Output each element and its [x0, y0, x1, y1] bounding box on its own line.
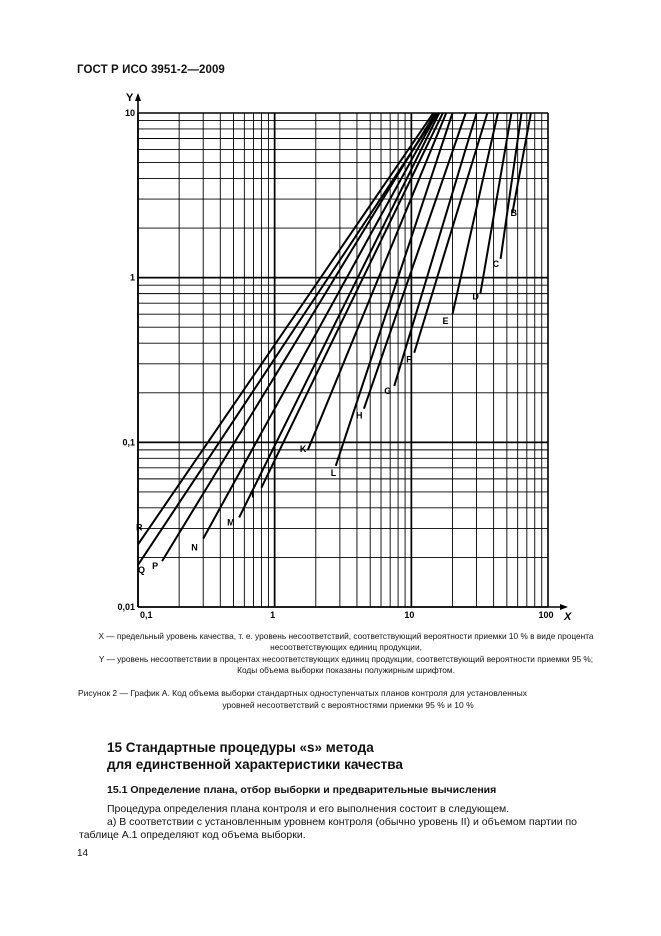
figure-caption-line2: уровней несоответствий с вероятностями приемки 95 % и 10 % [222, 700, 474, 710]
series-label-F: F [406, 354, 412, 365]
series-label-D: D [472, 291, 479, 302]
x-tick-label: 1 [270, 610, 276, 620]
series-label-N: N [191, 542, 198, 553]
series-label-H: H [355, 410, 363, 421]
chart-series-labels [136, 208, 518, 575]
series-line-Q [138, 113, 437, 565]
section-title-line2: для единственной характеристики качества [107, 757, 403, 772]
series-label-R: R [136, 522, 143, 533]
series-label-B: B [510, 208, 518, 219]
series-label-E: E [442, 316, 449, 327]
y-axis-arrow [135, 93, 141, 101]
step-a-line2: таблице А.1 определяют код объема выборки. [79, 829, 306, 841]
legend-y-description: Y — уровень несоответствии в процентах несоответствующих единиц продукции, соответствующий вероятности приемки 95 %; [98, 654, 594, 664]
section-title-line1: 15 Стандартные процедуры «s» метода [107, 740, 374, 755]
document-header: ГОСТ Р ИСО 3951-2—2009 [77, 64, 225, 76]
series-label-G: G [384, 385, 392, 396]
legend-x-description: X — предельный уровень качества, т. е. уровень несоответствий, соответствующий вероятности приемки 10 % в виде процента несоответствующих единиц продукции, [98, 631, 594, 652]
paragraph-intro: Процедура определения плана контроля и его выполнения состоит в следующем. [107, 803, 510, 815]
series-line-R [138, 113, 433, 544]
chart-series [138, 113, 531, 565]
series-label-P: P [152, 561, 159, 572]
series-line-N [203, 113, 437, 539]
legend-y-block [72, 654, 620, 676]
x-axis-arrow [560, 604, 568, 610]
paragraph-step-a [79, 816, 617, 842]
legend-note: Коды объема выборки показаны полужирным шрифтом. [237, 665, 455, 675]
step-a-line1: a) В соответствии с установленным уровнем контроля (обычно уровень II) и объемом партии по [107, 816, 577, 828]
series-line-E [452, 113, 497, 314]
series-label-L: L [330, 467, 337, 478]
series-line-L [336, 113, 453, 466]
y-axis-label: Y [126, 92, 134, 104]
x-axis-label: X [564, 611, 572, 623]
series-line-I [261, 113, 442, 488]
y-tick-label: 0,1 [122, 437, 135, 448]
y-tick-label: 10 [124, 108, 135, 118]
figure-caption-line1: Рисунок 2 — График А. Код объема выборки стандартных одноступенчатых планов контроля для установленных [78, 688, 527, 698]
series-label-K: K [299, 443, 307, 454]
series-label-C: C [492, 258, 500, 269]
x-tick-label: 0,1 [140, 610, 153, 620]
x-tick-label: 10 [404, 610, 415, 620]
series-label-M: M [227, 517, 235, 528]
series-label-I: I [251, 489, 254, 500]
subsection-title: 15.1 Определение плана, отбор выборки и предварительные вычисления [107, 784, 497, 796]
x-tick-label: 100 [538, 610, 554, 620]
y-tick-label: 1 [129, 272, 135, 283]
series-label-Q: Q [138, 564, 146, 575]
chart-grid [138, 113, 548, 607]
page-number: 14 [77, 848, 89, 859]
section-title [107, 739, 527, 773]
figure-caption [78, 687, 618, 711]
series-line-H [364, 113, 466, 409]
y-tick-label: 0,01 [117, 602, 135, 612]
